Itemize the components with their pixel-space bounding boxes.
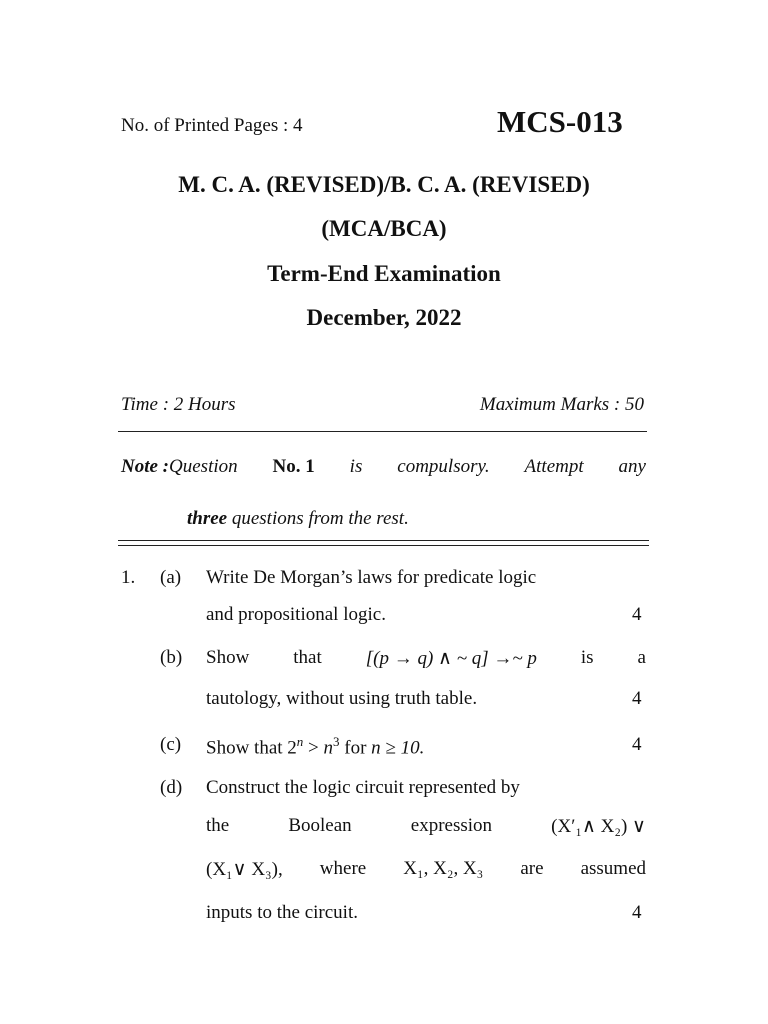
part-c-exp-n: n	[296, 734, 304, 749]
exam-title: Term-End Examination	[267, 261, 501, 286]
part-b-line-1	[206, 647, 646, 670]
part-a-marks: 4	[632, 604, 642, 625]
programme-title: M. C. A. (REVISED)/B. C. A. (REVISED)	[178, 172, 590, 197]
part-d-expr: (X′₁∧ X₂) ∨	[551, 816, 646, 837]
part-d-word: assumed	[580, 858, 646, 879]
exam-date: December, 2022	[306, 305, 462, 330]
part-d-word: the	[206, 815, 230, 836]
divider-double-2	[118, 545, 649, 546]
note-word: compulsory.	[397, 456, 490, 477]
part-c-text	[206, 734, 424, 759]
part-d-line-1: Construct the logic circuit represented by	[206, 777, 520, 798]
part-d-expr2: (X₁∨ X₃),	[206, 859, 283, 880]
part-c-show: Show that	[206, 737, 288, 759]
part-a-label: (a)	[160, 567, 182, 588]
part-b-word: Show	[206, 647, 250, 668]
note-three: three	[187, 508, 228, 529]
part-d-line-3	[206, 858, 646, 881]
part-b-word: a	[637, 647, 646, 668]
divider-double-1	[118, 540, 649, 541]
note-word: Attempt	[524, 456, 584, 477]
divider-top	[118, 431, 647, 432]
programme-short: (MCA/BCA)	[321, 216, 447, 241]
part-c-gt: >	[303, 737, 324, 759]
note-word: any	[618, 456, 646, 477]
part-d-word: expression	[410, 815, 493, 836]
part-c-exp-3: 3	[333, 734, 340, 749]
part-a-line-1: Write De Morgan’s laws for predicate logic	[206, 567, 537, 588]
part-c-cond: n ≥ 10.	[371, 737, 425, 759]
note-line-2	[187, 508, 409, 530]
note-word: is	[349, 456, 363, 477]
part-d-vars: X₁, X₂, X₃	[403, 858, 484, 879]
note-rest: questions from the rest.	[227, 508, 409, 529]
note-start	[121, 456, 238, 478]
part-b-word: that	[293, 647, 322, 668]
part-b-formula: [(p → q) ∧ ~ q] →~ p	[365, 648, 537, 669]
part-d-line-4: inputs to the circuit.	[206, 902, 358, 923]
part-d-label: (d)	[160, 777, 183, 798]
part-c-for: for	[339, 737, 372, 759]
part-b-label: (b)	[160, 647, 183, 668]
note-question-word: Question	[169, 456, 238, 477]
part-d-marks: 4	[632, 902, 642, 923]
part-b-line-2: tautology, without using truth table.	[206, 688, 478, 709]
part-c-n: n	[323, 737, 333, 759]
part-d-word: Boolean	[288, 815, 352, 836]
question-number: 1.	[121, 567, 136, 588]
note-question-number: No. 1	[272, 456, 315, 477]
part-c-base: 2	[287, 737, 297, 759]
part-b-marks: 4	[632, 688, 642, 709]
note-label: Note :	[121, 456, 170, 477]
printed-pages: No. of Printed Pages : 4	[121, 115, 303, 136]
part-d-line-2	[206, 815, 646, 838]
part-d-word: are	[520, 858, 544, 879]
course-code: MCS-013	[497, 104, 623, 139]
part-b-word: is	[580, 647, 594, 668]
part-c-marks: 4	[632, 734, 642, 755]
max-marks: Maximum Marks : 50	[479, 394, 644, 415]
exam-time: Time : 2 Hours	[121, 394, 236, 415]
part-c-label: (c)	[160, 734, 182, 755]
part-a-line-2: and propositional logic.	[206, 604, 386, 625]
note-line-1	[121, 456, 646, 478]
part-d-word: where	[319, 858, 367, 879]
